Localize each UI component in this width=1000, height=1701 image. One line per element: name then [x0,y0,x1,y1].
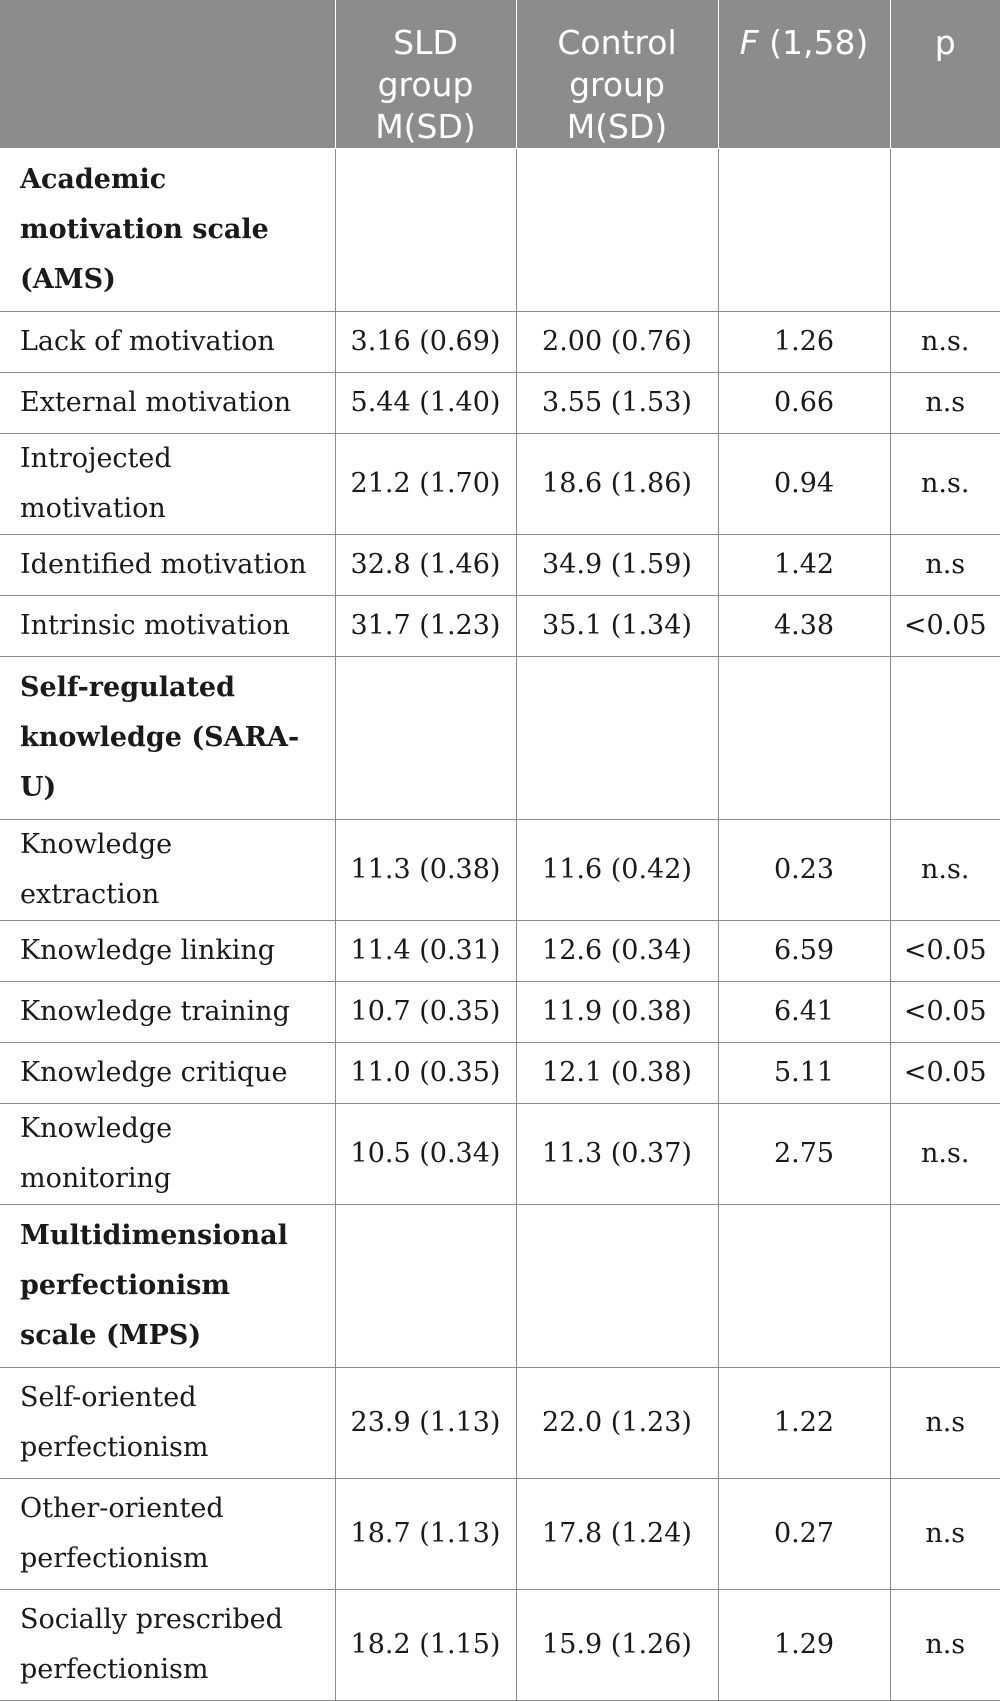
control-value: 11.3 (0.37) [516,1104,718,1205]
p-value: n.s [890,1368,1000,1479]
table-row [0,312,1000,373]
header-f-df: (1,58) [758,23,869,62]
row-label: Intrinsic motivation [0,596,335,657]
row-label: Self-oriented perfectionism [0,1368,335,1479]
control-value: 17.8 (1.24) [516,1479,718,1590]
row-label: Knowledge monitoring [0,1104,335,1205]
p-value: n.s. [890,434,1000,535]
table-row [0,535,1000,596]
row-label: Identified motivation [0,535,335,596]
table-row [0,820,1000,921]
header-row [0,0,1000,149]
table-row [0,596,1000,657]
empty-cell [890,1205,1000,1368]
empty-cell [718,149,890,312]
empty-cell [335,149,516,312]
row-label: Knowledge linking [0,921,335,982]
row-label: Lack of motivation [0,312,335,373]
table-row [0,1104,1000,1205]
table-row [0,373,1000,434]
table-row [0,1590,1000,1701]
table-row [0,921,1000,982]
section-row [0,149,1000,312]
row-label: Other-oriented perfectionism [0,1479,335,1590]
f-value: 0.94 [718,434,890,535]
row-label: External motivation [0,373,335,434]
row-label: Knowledge critique [0,1043,335,1104]
table-header [0,0,1000,149]
p-value: n.s. [890,1104,1000,1205]
sld-value: 23.9 (1.13) [335,1368,516,1479]
empty-cell [335,657,516,820]
header-p-value: p [890,0,1000,149]
section-label: Self-regulated knowledge (SARA-U) [0,657,335,820]
control-value: 15.9 (1.26) [516,1590,718,1701]
header-f-statistic [718,0,890,149]
f-value: 4.38 [718,596,890,657]
f-value: 2.75 [718,1104,890,1205]
header-sld-group: SLD group M(SD) [335,0,516,149]
p-value: n.s. [890,312,1000,373]
sld-value: 10.5 (0.34) [335,1104,516,1205]
control-value: 12.1 (0.38) [516,1043,718,1104]
p-value: n.s [890,1479,1000,1590]
sld-value: 11.3 (0.38) [335,820,516,921]
empty-cell [516,149,718,312]
empty-cell [516,1205,718,1368]
sld-value: 11.4 (0.31) [335,921,516,982]
p-value: n.s [890,373,1000,434]
sld-value: 5.44 (1.40) [335,373,516,434]
table-row [0,982,1000,1043]
row-label: Knowledge extraction [0,820,335,921]
empty-cell [890,657,1000,820]
header-measure [0,0,335,149]
p-value: n.s [890,1590,1000,1701]
control-value: 12.6 (0.34) [516,921,718,982]
control-value: 35.1 (1.34) [516,596,718,657]
sld-value: 31.7 (1.23) [335,596,516,657]
f-value: 0.66 [718,373,890,434]
control-value: 11.9 (0.38) [516,982,718,1043]
empty-cell [718,657,890,820]
sld-value: 3.16 (0.69) [335,312,516,373]
empty-cell [516,657,718,820]
p-value: <0.05 [890,1043,1000,1104]
p-value: n.s. [890,820,1000,921]
empty-cell [335,1205,516,1368]
f-value: 6.59 [718,921,890,982]
f-value: 0.23 [718,820,890,921]
p-value: <0.05 [890,982,1000,1043]
control-value: 34.9 (1.59) [516,535,718,596]
header-control-group: Control group M(SD) [516,0,718,149]
control-value: 11.6 (0.42) [516,820,718,921]
p-value: <0.05 [890,921,1000,982]
f-value: 1.29 [718,1590,890,1701]
row-label: Introjected motivation [0,434,335,535]
sld-value: 10.7 (0.35) [335,982,516,1043]
sld-value: 11.0 (0.35) [335,1043,516,1104]
row-label: Knowledge training [0,982,335,1043]
sld-value: 18.2 (1.15) [335,1590,516,1701]
f-value: 5.11 [718,1043,890,1104]
f-value: 1.42 [718,535,890,596]
control-value: 3.55 (1.53) [516,373,718,434]
control-value: 22.0 (1.23) [516,1368,718,1479]
table-row [0,1368,1000,1479]
control-value: 2.00 (0.76) [516,312,718,373]
sld-value: 32.8 (1.46) [335,535,516,596]
table-body [0,149,1000,1701]
f-value: 6.41 [718,982,890,1043]
f-value: 1.26 [718,312,890,373]
empty-cell [718,1205,890,1368]
section-row [0,657,1000,820]
f-value: 0.27 [718,1479,890,1590]
row-label: Socially prescribed perfectionism [0,1590,335,1701]
section-label: Academic motivation scale (AMS) [0,149,335,312]
p-value: n.s [890,535,1000,596]
sld-value: 18.7 (1.13) [335,1479,516,1590]
section-label: Multidimensional perfectionism scale (MPS) [0,1205,335,1368]
p-value: <0.05 [890,596,1000,657]
sld-value: 21.2 (1.70) [335,434,516,535]
control-value: 18.6 (1.86) [516,434,718,535]
section-row [0,1205,1000,1368]
f-value: 1.22 [718,1368,890,1479]
empty-cell [890,149,1000,312]
header-f-italic: F [739,23,759,62]
table-row [0,1043,1000,1104]
table-row [0,434,1000,535]
table-row [0,1479,1000,1590]
